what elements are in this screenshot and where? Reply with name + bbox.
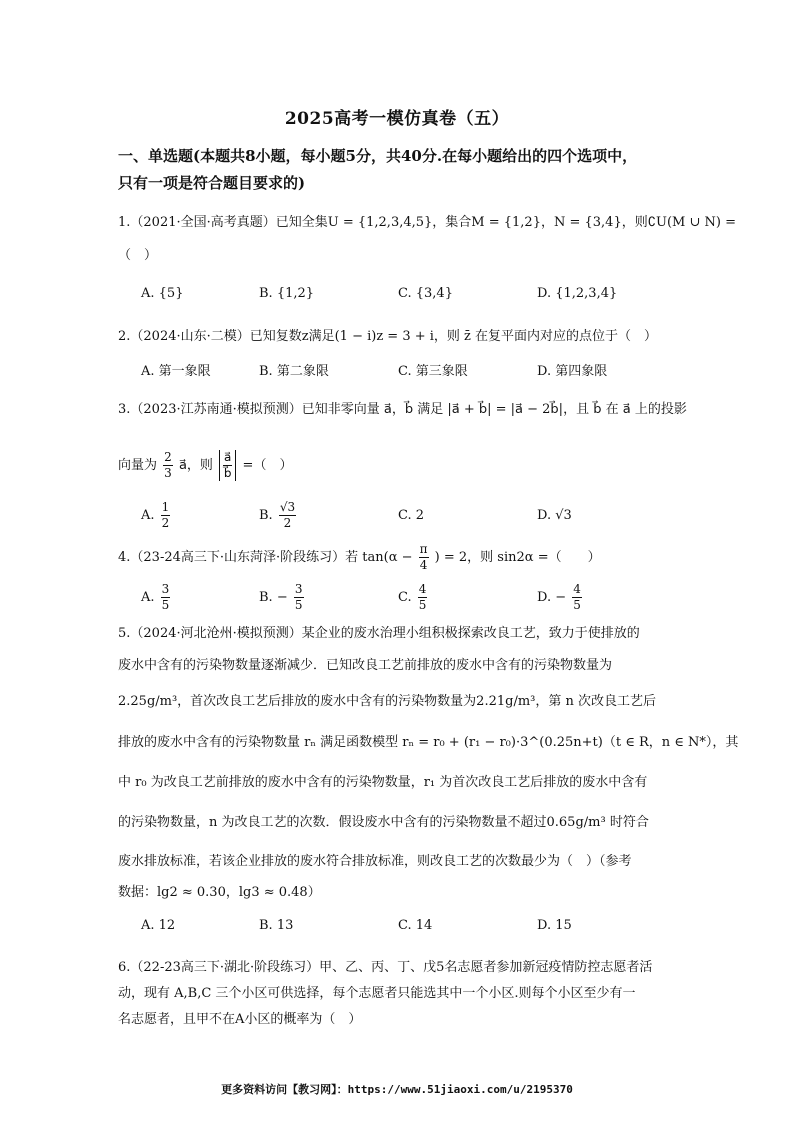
question-6-line-1: 6.（22-23高三下·湖北·阶段练习）甲、乙、丙、丁、戊5名志愿者参加新冠疫情防控志愿者活 (118, 960, 653, 975)
question-5-option-b: B. 13 (259, 918, 294, 933)
question-4-option-c (398, 580, 429, 616)
q4-opt-a-den: 5 (161, 598, 170, 612)
q4-opt-c-frac (418, 582, 428, 613)
question-3-text: 3.（2023·江苏南通·模拟预测）已知非零向量 a⃗，b⃗ 满足 |a⃗ + b⃗| = |a⃗ − 2b⃗|，且 b⃗ 在 a⃗ 上的投影 (118, 402, 687, 417)
q3-opt-b-label: B. (259, 508, 273, 523)
question-5-line-6: 的污染物数量，n 为改良工艺的次数．假设废水中含有的污染物数量不超过0.65g/m³ 时符合 (118, 815, 649, 830)
question-2-option-a: A. 第一象限 (141, 364, 211, 379)
question-5-line-1: 5.（2024·河北沧州·模拟预测）某企业的废水治理小组积极探索改良工艺，致力于使排放的 (118, 626, 640, 641)
q3-opt-a-frac (161, 500, 171, 531)
question-3-option-c: C. 2 (398, 508, 425, 523)
q3-frac-den: 3 (164, 466, 172, 480)
question-3-option-d: D. √3 (537, 508, 572, 523)
question-5-line-7: 废水排放标准，若该企业排放的废水符合排放标准，则改良工艺的次数最少为（ ）（参考 (118, 854, 632, 869)
question-3-option-a (141, 496, 172, 536)
question-1-text: 1.（2021·全国·高考真题）已知全集U = {1,2,3,4,5}，集合M = {1,2}，N = {3,4}，则∁U(M ∪ N) = (118, 215, 736, 230)
question-5-line-2: 废水中含有的污染物数量逐渐减少．已知改良工艺前排放的废水中含有的污染物数量为 (118, 658, 613, 673)
q3-fraction (163, 450, 173, 481)
q3-frac-num: 2 (164, 450, 172, 464)
section-heading-line-2: 只有一项是符合题目要求的) (118, 174, 306, 192)
q4-opt-a-label: A. (141, 590, 155, 605)
question-4-option-a (141, 580, 172, 616)
q4-pi-den: 4 (419, 558, 428, 572)
q3-abs-num: a⃗ (224, 450, 232, 464)
question-2-option-d: D. 第四象限 (537, 364, 608, 379)
q4-opt-a-frac (161, 582, 171, 613)
question-5-line-8: 数据：lg2 ≈ 0.30，lg3 ≈ 0.48） (118, 885, 321, 900)
q3-prefix: 向量为 (118, 458, 158, 473)
question-1-option-a: A. {5} (141, 286, 184, 301)
question-6-line-2: 动，现有 A,B,C 三个小区可供选择，每个志愿者只能选其中一个小区.则每个小区至少有一 (118, 986, 636, 1001)
q4-opt-b-label: B. − (259, 590, 288, 605)
q4-prefix: 4.（23-24高三下·山东菏泽·阶段练习）若 tan(α − (118, 550, 413, 565)
q3-opt-b-num: √3 (279, 500, 296, 514)
footer-link[interactable]: 更多资料访问【教习网】：https://www.51jiaoxi.com/u/2195370 (221, 1083, 573, 1096)
q4-opt-d-den: 5 (573, 598, 581, 612)
q4-opt-b-num: 3 (294, 582, 303, 596)
q3-suffix: =（ ） (242, 458, 293, 473)
question-5-option-a: A. 12 (141, 918, 176, 933)
q4-opt-a-num: 3 (161, 582, 170, 596)
q4-opt-b-frac (294, 582, 304, 613)
q4-opt-c-label: C. (398, 590, 412, 605)
q3-opt-b-den: 2 (283, 516, 292, 530)
question-2-option-c: C. 第三象限 (398, 364, 468, 379)
q4-opt-c-num: 4 (418, 582, 427, 596)
question-5-option-c: C. 14 (398, 918, 433, 933)
question-2-text: 2.（2024·山东·二模）已知复数z满足(1 − i)z = 3 + i，则 z̄ 在复平面内对应的点位于（ ） (118, 329, 658, 344)
page-title: 2025高考一模仿真卷（五） (284, 109, 510, 129)
q3-abs-den: b⃗ (223, 466, 232, 480)
q4-pi-frac (419, 542, 429, 573)
q3-mid: a⃗，则 (178, 458, 213, 473)
q4-pi-num: π (419, 542, 428, 556)
q4-suffix: ) = 2，则 sin2α =（ ） (434, 550, 601, 565)
question-1-option-d: D. {1,2,3,4} (537, 286, 618, 301)
q4-opt-c-den: 5 (418, 598, 427, 612)
q4-opt-d-num: 4 (573, 582, 581, 596)
question-2-option-b: B. 第二象限 (259, 364, 329, 379)
q3-abs-fraction (219, 450, 236, 481)
question-5-line-3: 2.25g/m³，首次改良工艺后排放的废水中含有的污染物数量为2.21g/m³，第 n 次改良工艺后 (118, 694, 657, 709)
question-4-option-b (259, 580, 306, 616)
q4-opt-d-label: D. − (537, 590, 567, 605)
question-1-paren: （ ） (118, 248, 158, 263)
question-4-text (118, 540, 601, 576)
question-1-option-b: B. {1,2} (259, 286, 315, 301)
question-3-option-b (259, 496, 298, 536)
question-6-line-3: 名志愿者，且甲不在A小区的概率为（ ） (118, 1012, 362, 1027)
question-1-option-c: C. {3,4} (398, 286, 453, 301)
section-heading (118, 143, 688, 197)
q4-opt-b-den: 5 (294, 598, 303, 612)
question-5-line-5: 中 r₀ 为改良工艺前排放的废水中含有的污染物数量，r₁ 为首次改良工艺后排放的废水中含有 (118, 775, 648, 790)
question-5-option-d: D. 15 (537, 918, 572, 933)
q3-opt-b-frac (279, 500, 296, 531)
q4-opt-d-frac (572, 582, 582, 613)
question-4-option-d (537, 580, 584, 616)
q3-opt-a-num: 1 (161, 500, 170, 514)
question-5-line-4: 排放的废水中含有的污染物数量 rₙ 满足函数模型 rₙ = r₀ + (r₁ − r₀)·3^(0.25n+t)（t ∈ R，n ∈ N*），其 (118, 735, 739, 750)
q3-opt-a-label: A. (141, 508, 155, 523)
q3-opt-a-den: 2 (161, 516, 170, 530)
question-3-line-2 (118, 446, 292, 486)
section-heading-line-1: 一、单选题(本题共8小题，每小题5分，共40分.在每小题给出的四个选项中， (118, 147, 638, 165)
